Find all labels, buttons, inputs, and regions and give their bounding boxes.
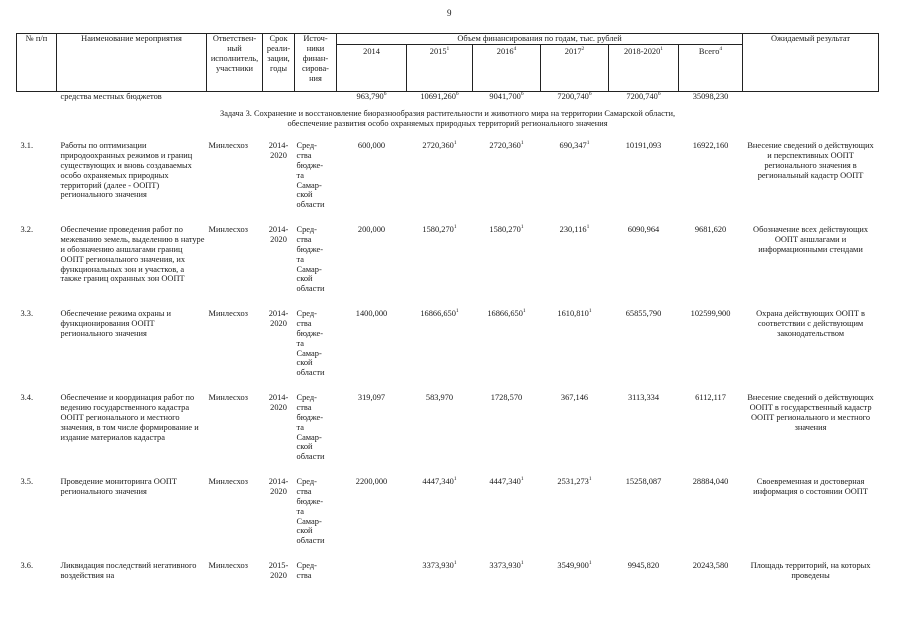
col-name-header: Наименование мероприятия <box>57 34 207 92</box>
expected-result: Обозначение всех действующих ООПТ аншлагами и информационными стендами <box>753 224 869 254</box>
funding-value: 3373,930$^1$ <box>489 559 524 570</box>
local-budget-row <box>17 91 879 107</box>
responsible-executor: Минлесхоз <box>208 476 248 486</box>
funding-value: 2720,360$^1$ <box>489 139 524 150</box>
local-budget-value: 7200,740$^6$ <box>557 90 592 101</box>
year-header-1: 2014 <box>337 44 407 91</box>
funding-value: 65855,790 <box>625 308 662 318</box>
expected-result: Внесение сведений о действующих ООПТ в государственный кадастр ООПТ регионального и местного значения <box>747 392 874 432</box>
activity-name: Обеспечение режима охраны и функционирования ООПТ регионального значения <box>60 308 172 338</box>
funding-value: 3549,900$^1$ <box>557 559 592 570</box>
funding-value: 230,116$^1$ <box>559 223 590 234</box>
funding-value: 1400,000 <box>355 308 388 318</box>
col-term-header: Срок реали- зации, годы <box>263 34 295 92</box>
funding-value: 102599,900 <box>690 308 731 318</box>
col-financing-header: Объем финансирования по годам, тыс. рублей <box>337 34 743 45</box>
responsible-executor: Минлесхоз <box>208 224 248 234</box>
funding-value: 367,146 <box>560 392 589 402</box>
page-number: 9 <box>447 8 452 18</box>
funding-source: Сред- ства бюдже- та Самар- ской области <box>296 140 325 210</box>
row-number: 3.3. <box>20 308 34 318</box>
implementation-term: 2014- 2020 <box>268 224 289 244</box>
activity-name: Работы по оптимизации природоохранных режимов и границ существующих и вновь создаваемых особо охраняемых природных территорий (далее - ООПТ) регионального значения <box>60 140 193 200</box>
implementation-term: 2014- 2020 <box>268 308 289 328</box>
funding-value: 600,000 <box>357 140 386 150</box>
row-number: 3.1. <box>20 140 34 150</box>
year-header-3: 2016$^4$ <box>473 44 541 91</box>
col-responsible-header: Ответствен- ный исполнитель, участники <box>207 34 263 92</box>
funding-value: 1580,270$^1$ <box>422 223 457 234</box>
activity-row <box>17 477 879 561</box>
expected-result: Охрана действующих ООПТ в соответствии с действующим законодательством <box>756 308 865 338</box>
funding-value: 20243,580 <box>692 560 729 570</box>
funding-value: 9681,620 <box>694 224 727 234</box>
row-number: 3.2. <box>20 224 34 234</box>
funding-value: 583,970 <box>425 392 454 402</box>
funding-value: 1728,570 <box>490 392 523 402</box>
funding-value: 1610,810$^1$ <box>557 307 592 318</box>
funding-value: 16866,650$^1$ <box>420 307 459 318</box>
funding-value: 4447,340$^1$ <box>489 475 524 486</box>
activity-name: Обеспечение и координация работ по ведению государственного кадастра ООПТ регионального и местного значения, в том числе формирование и издание материалов кадастра <box>60 392 199 442</box>
row-number: 3.5. <box>20 476 34 486</box>
expected-result: Своевременная и достоверная информация о состоянии ООПТ <box>753 476 868 496</box>
row-number: 3.4. <box>20 392 34 402</box>
funding-value: 16922,160 <box>692 140 729 150</box>
implementation-term: 2014- 2020 <box>268 476 289 496</box>
task-3-heading: Задача 3. Сохранение и восстановление биоразнообразия растительности и животного мира на территории Самарской области, обеспечение развития особо охраняемых природных территорий регионального значения <box>220 108 676 128</box>
responsible-executor: Минлесхоз <box>208 392 248 402</box>
activity-name: Ликвидация последствий негативного воздействия на <box>60 560 197 580</box>
local-budget-value: 9041,700$^6$ <box>489 90 524 101</box>
funding-value: 1580,270$^1$ <box>489 223 524 234</box>
activity-row <box>17 141 879 225</box>
year-header-4: 2017$^2$ <box>541 44 609 91</box>
expected-result: Площадь территорий, на которых проведены <box>750 560 871 580</box>
funding-source: Сред- ства бюдже- та Самар- ской области <box>296 476 325 546</box>
col-source-header: Источ- ники финан- сирова- ния <box>295 34 337 92</box>
implementation-term: 2014- 2020 <box>268 140 289 160</box>
funding-value: 9945,820 <box>627 560 660 570</box>
activity-row <box>17 309 879 393</box>
year-header-6: Всего$^4$ <box>679 44 743 91</box>
activity-row <box>17 225 879 309</box>
activity-row <box>17 561 879 601</box>
implementation-term: 2015- 2020 <box>268 560 289 580</box>
funding-value: 3113,334 <box>627 392 660 402</box>
funding-source: Сред- ства <box>296 560 317 580</box>
activity-row <box>17 393 879 477</box>
funding-value: 319,097 <box>357 392 386 402</box>
funding-value: 28884,040 <box>692 476 729 486</box>
responsible-executor: Минлесхоз <box>208 560 248 570</box>
funding-value: 10191,093 <box>625 140 662 150</box>
funding-value: 2531,273$^1$ <box>557 475 592 486</box>
local-budget-value: 35098,230 <box>692 91 729 101</box>
funding-value: 6090,964 <box>627 224 660 234</box>
program-table <box>16 33 879 601</box>
implementation-term: 2014- 2020 <box>268 392 289 412</box>
funding-value: 6112,117 <box>695 392 726 402</box>
funding-source: Сред- ства бюдже- та Самар- ской области <box>296 392 325 462</box>
funding-value <box>337 561 407 601</box>
col-no-header: № п/п <box>17 34 57 92</box>
local-budget-value: 963,790$^6$ <box>356 90 387 101</box>
year-header-2: 2015$^1$ <box>407 44 473 91</box>
funding-value: 15258,087 <box>625 476 662 486</box>
funding-value: 3373,930$^1$ <box>422 559 457 570</box>
expected-result: Внесение сведений о действующих и перспективных ООПТ регионального значения в региональный кадастр ООПТ <box>747 140 874 180</box>
responsible-executor: Минлесхоз <box>208 308 248 318</box>
funding-value: 2200,000 <box>355 476 388 486</box>
activity-name: Проведение мониторинга ООПТ регионального значения <box>60 476 178 496</box>
funding-value: 200,000 <box>357 224 386 234</box>
funding-value: 2720,360$^1$ <box>422 139 457 150</box>
local-budget-value: 10691,260$^6$ <box>420 90 459 101</box>
year-header-5: 2018-2020$^1$ <box>609 44 679 91</box>
responsible-executor: Минлесхоз <box>208 140 248 150</box>
row-number: 3.6. <box>20 560 34 570</box>
col-result-header: Ожидаемый результат <box>743 34 879 92</box>
funding-value: 690,347$^1$ <box>559 139 590 150</box>
activity-name: Обеспечение проведения работ по межеванию земель, выделению в натуре и обозначению аншлагами границ ООПТ регионального значения, их функциональных зон и участков, а также границ охранных зон ООПТ <box>60 224 205 284</box>
funding-value: 4447,340$^1$ <box>422 475 457 486</box>
funding-source: Сред- ства бюдже- та Самар- ской области <box>296 308 325 378</box>
funding-value: 16866,650$^1$ <box>487 307 526 318</box>
local-budget-label: средства местных бюджетов <box>60 91 162 101</box>
local-budget-value: 7200,740$^6$ <box>626 90 661 101</box>
funding-source: Сред- ства бюдже- та Самар- ской области <box>296 224 325 294</box>
